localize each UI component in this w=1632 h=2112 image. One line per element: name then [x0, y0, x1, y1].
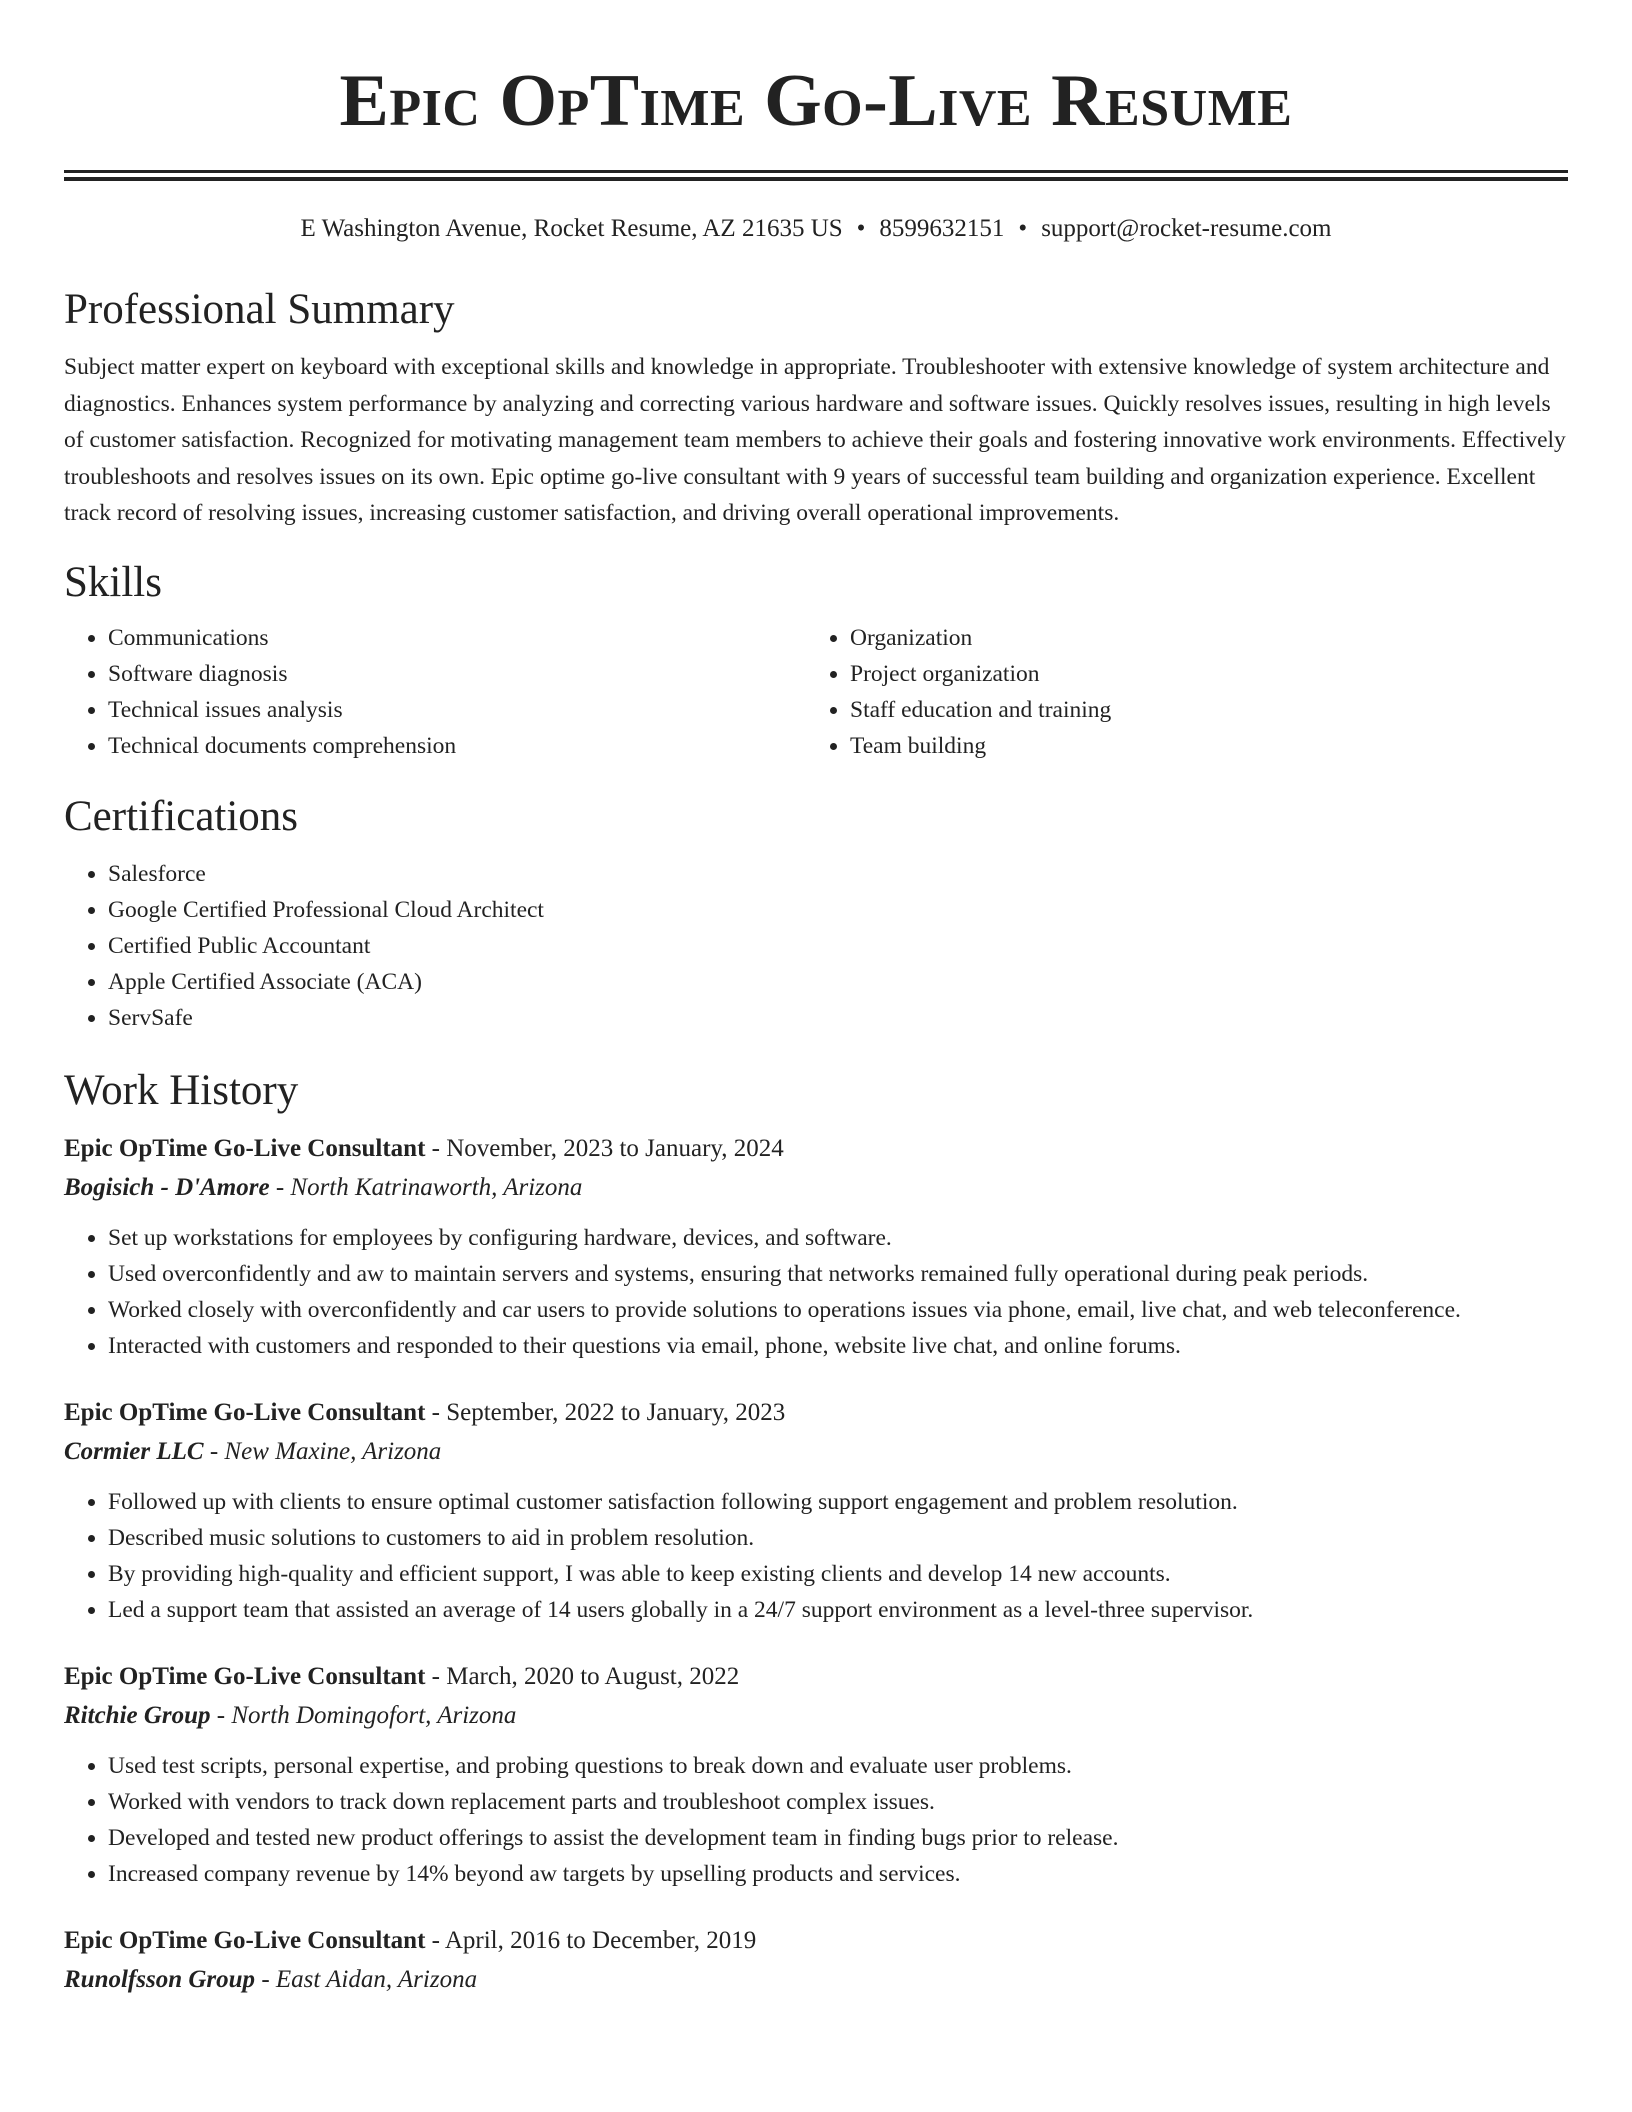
contact-email: support@rocket-resume.com: [1041, 215, 1332, 242]
job-company-line: [64, 1432, 1568, 1472]
skill-item: • Technical documents comprehension: [108, 728, 806, 764]
certifications-list: [64, 856, 1568, 1036]
job-location: - North Katrinaworth, Arizona: [269, 1173, 583, 1201]
job-title-line: [64, 1658, 1568, 1696]
job-bullet: • Worked with vendors to track down replacement parts and troubleshoot complex issues.: [108, 1784, 1568, 1820]
certification-item: • Google Certified Professional Cloud Architect: [108, 892, 1568, 928]
skill-item: • Software diagnosis: [108, 656, 806, 692]
contact-separator: •: [856, 215, 866, 242]
job-dates: - September, 2022 to January, 2023: [425, 1398, 786, 1426]
job-location: - East Aidan, Arizona: [255, 1965, 478, 1993]
job-company: Cormier LLC: [64, 1437, 204, 1465]
skills-list-left: [64, 620, 806, 764]
job-title-line: [64, 1922, 1568, 1960]
resume-title: Epic OpTime Go-Live Resume: [339, 60, 1293, 142]
certification-item: • Apple Certified Associate (ACA): [108, 964, 1568, 1000]
job-company-line: [64, 1168, 1568, 1208]
title-divider: [64, 170, 1568, 181]
skill-item: • Team building: [850, 728, 1548, 764]
job-bullet: • Set up workstations for employees by configuring hardware, devices, and software.: [108, 1220, 1568, 1256]
job-entry: [64, 1394, 1568, 1628]
summary-heading: Professional Summary: [64, 286, 455, 333]
job-dates: - March, 2020 to August, 2022: [425, 1662, 740, 1690]
job-title: Epic OpTime Go-Live Consultant: [64, 1662, 426, 1690]
skills-heading: Skills: [64, 558, 162, 606]
summary-section: [64, 285, 1568, 532]
skill-item: • Technical issues analysis: [108, 692, 806, 728]
job-title: Epic OpTime Go-Live Consultant: [64, 1926, 426, 1954]
job-bullet: • Developed and tested new product offerings to assist the development team in finding bugs prior to release.: [108, 1820, 1568, 1856]
contact-address: E Washington Avenue, Rocket Resume, AZ 21635 US: [300, 215, 843, 242]
job-bullet: • Interacted with customers and responded to their questions via email, phone, website live chat, and online forums.: [108, 1328, 1568, 1364]
skills-column-left: [64, 620, 806, 764]
job-bullets: [64, 1748, 1568, 1892]
job-bullet: • By providing high-quality and efficient support, I was able to keep existing clients and develop 14 new accounts.: [108, 1556, 1568, 1592]
contact-line: [64, 213, 1568, 245]
job-bullet: • Used test scripts, personal expertise, and probing questions to break down and evaluate user problems.: [108, 1748, 1568, 1784]
contact-separator: •: [1018, 215, 1028, 242]
work-history-heading: Work History: [64, 1066, 299, 1114]
skills-section: [64, 558, 1568, 764]
job-dates: - April, 2016 to December, 2019: [425, 1926, 757, 1954]
job-bullets: [64, 1484, 1568, 1628]
job-entry: [64, 1658, 1568, 1892]
certifications-section: [64, 792, 1568, 1036]
certifications-heading: Certifications: [64, 792, 299, 840]
job-company: Bogisich - D'Amore: [64, 1173, 270, 1201]
job-company: Ritchie Group: [64, 1701, 211, 1729]
skills-columns: [64, 620, 1568, 764]
job-title: Epic OpTime Go-Live Consultant: [64, 1134, 426, 1162]
certification-item: • Salesforce: [108, 856, 1568, 892]
skill-item: • Communications: [108, 620, 806, 656]
job-title: Epic OpTime Go-Live Consultant: [64, 1398, 426, 1426]
job-bullet: • Described music solutions to customers to aid in problem resolution.: [108, 1520, 1568, 1556]
job-bullet: • Followed up with clients to ensure optimal customer satisfaction following support engagement and problem resolution.: [108, 1484, 1568, 1520]
skill-item: • Staff education and training: [850, 692, 1548, 728]
work-history-section: [64, 1066, 1568, 2000]
job-location: - North Domingofort, Arizona: [210, 1701, 517, 1729]
job-entry: [64, 1922, 1568, 2000]
job-title-line: [64, 1394, 1568, 1432]
skills-list-right: [806, 620, 1548, 764]
certification-item: • Certified Public Accountant: [108, 928, 1568, 964]
certification-item: • ServSafe: [108, 1000, 1568, 1036]
skill-item: • Organization: [850, 620, 1548, 656]
job-bullet: • Used overconfidently and aw to maintain servers and systems, ensuring that networks remained fully operational during peak periods.: [108, 1256, 1568, 1292]
skill-item: • Project organization: [850, 656, 1548, 692]
contact-phone: 8599632151: [879, 215, 1005, 242]
summary-text: Subject matter expert on keyboard with exceptional skills and knowledge in appropriate. Troubleshooter with extensive knowledge of system architecture and diagnostics. Enhances system performance by analyzing and correcting various hardware and software issues. Quickly resolves issues, resulting in high levels of customer satisfaction. Recognized for motivating management team members to achieve their goals and fostering innovative work environments. Effectively troubleshoots and resolves issues on its own. Epic optime go-live consultant with 9 years of successful team building and organization experience. Excellent track record of resolving issues, increasing customer satisfaction, and driving overall operational improvements.: [64, 354, 1566, 526]
job-entry: [64, 1130, 1568, 1364]
job-bullet: • Led a support team that assisted an average of 14 users globally in a 24/7 support environment as a level-three supervisor.: [108, 1592, 1568, 1628]
job-company-line: [64, 1960, 1568, 2000]
skills-column-right: [806, 620, 1548, 764]
job-bullet: • Worked closely with overconfidently and car users to provide solutions to operations issues via phone, email, live chat, and web teleconference.: [108, 1292, 1568, 1328]
job-dates: - November, 2023 to January, 2024: [425, 1134, 784, 1162]
job-title-line: [64, 1130, 1568, 1168]
job-location: - New Maxine, Arizona: [203, 1437, 442, 1465]
job-company-line: [64, 1696, 1568, 1736]
job-company: Runolfsson Group: [64, 1965, 256, 1993]
job-bullets: [64, 1220, 1568, 1364]
job-bullet: • Increased company revenue by 14% beyond aw targets by upselling products and services.: [108, 1856, 1568, 1892]
